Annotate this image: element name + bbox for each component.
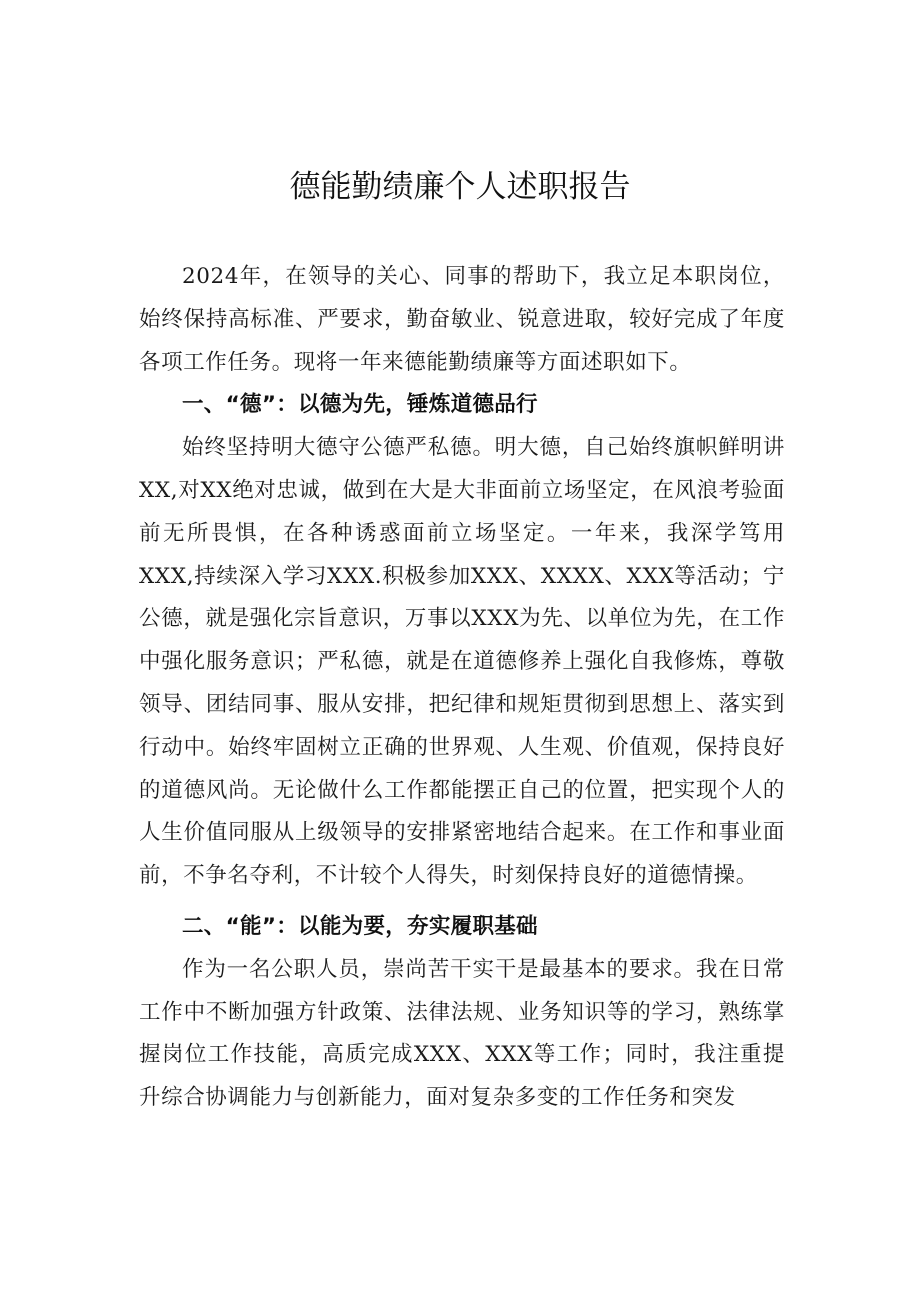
intro-paragraph: 2024年，在领导的关心、同事的帮助下，我立足本职岗位，始终保持高标准、严要求，勤奋敏业、锐意进取，较好完成了年度各项工作任务。现将一年来德能勤绩廉等方面述职如下。: [139, 264, 785, 375]
document-title: 德能勤绩廉个人述职报告: [289, 169, 631, 205]
section-heading-neng: 二、“能”：以能为要，夯实履职基础: [182, 913, 538, 939]
section-paragraph-neng: 作为一名公职人员，崇尚苦干实干是最基本的要求。我在日常工作中不断加强方针政策、法律法规、业务知识等的学习，熟练掌握岗位工作技能，高质完成XXX、XXX等工作；同时，我注重提升综合协调能力与创新能力，面对复杂多变的工作任务和突发: [139, 956, 785, 1111]
document-body: [139, 256, 785, 1120]
section-heading-de: 一、“德”：以德为先，锤炼道德品行: [182, 392, 538, 418]
section-paragraph-de: 始终坚持明大德守公德严私德。明大德，自己始终旗帜鲜明讲XX,对XX绝对忠诚，做到在大是大非面前立场坚定，在风浪考验面前无所畏惧，在各种诱惑面前立场坚定。一年来，我深学笃用XXX,持续深入学习XXX.积极参加XXX、XXXX、XXX等活动；宁公德，就是强化宗旨意识，万事以XXX为先、以单位为先，在工作中强化服务意识；严私德，就是在道德修养上强化自我修炼，尊敬领导、团结同事、服从安排，把纪律和规矩贯彻到思想上、落实到行动中。始终牢固树立正确的世界观、人生观、价值观，保持良好的道德风尚。无论做什么工作都能摆正自己的位置，把实现个人的人生价值同服从上级领导的安排紧密地结合起来。在工作和事业面前，不争名夺利，不计较个人得失，时刻保持良好的道德情操。: [139, 435, 785, 889]
